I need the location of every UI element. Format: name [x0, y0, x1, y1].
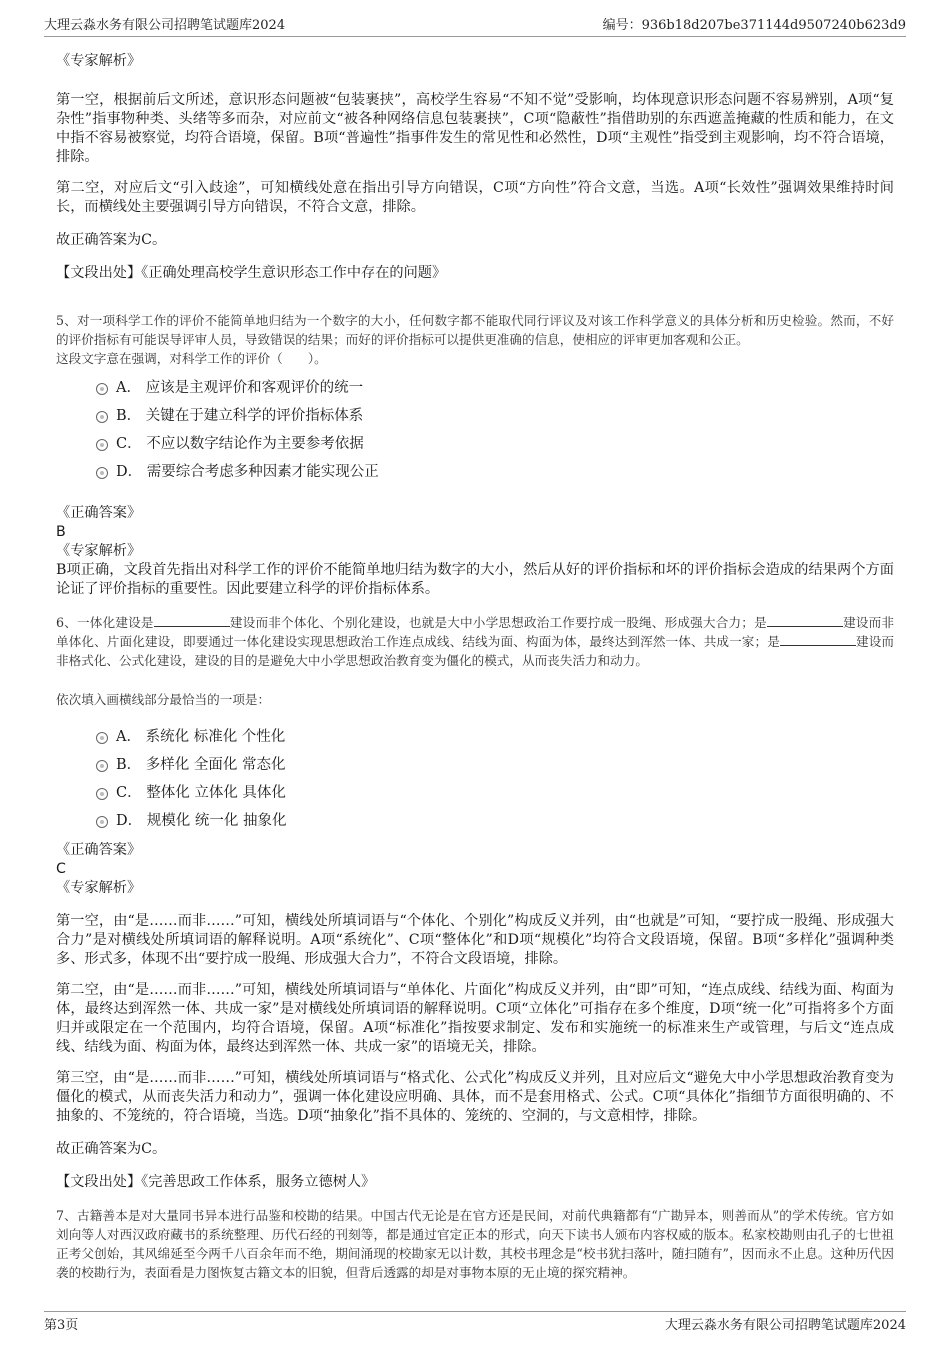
- q6-options: [56, 723, 894, 835]
- q6-option-c[interactable]: C． 整体化 立体化 具体化: [56, 779, 894, 807]
- q5-stem: 5、对一项科学工作的评价不能简单地归结为一个数字的大小，任何数字都不能取代同行评议及对该工作科学意义的具体分析和历史检验。然而，不好的评价指标有可能误导评审人员，导致错误的结果；而好的评价指标可以提供更准确的信息，使相应的评审更加客观和公正。: [56, 313, 894, 347]
- radio-icon[interactable]: [96, 760, 108, 772]
- q4-analysis-para1: 第一空，根据前后文所述，意识形态问题被“包装裹挟”，高校学生容易“不知不觉”受影响，均体现意识形态问题不容易辨别，A项“复杂性”指事物种类、头绪等多而杂，对应前文“被各种网络信息包装裹挟”，C项“隐蔽性”指借助别的东西遮盖掩藏的性质和能力，在文中指不容易被察觉，均符合语境，保留。B项“普遍性”指事件发生的常见性和必然性，D项“主观性”指受到主观影响，均不符合语境，排除。: [56, 92, 894, 165]
- q5-option-c[interactable]: C． 不应以数字结论作为主要参考依据: [56, 430, 894, 458]
- q5-option-b[interactable]: B． 关键在于建立科学的评价指标体系: [56, 402, 894, 430]
- header-doc-title: 大理云淼水务有限公司招聘笔试题库2024: [44, 18, 286, 33]
- radio-icon[interactable]: [96, 439, 108, 451]
- q5-question: 这段文字意在强调，对科学工作的评价（ ）。: [56, 351, 327, 366]
- header-doc-id: 编号：936b18d207be371144d9507240b623d9: [602, 18, 906, 33]
- footer-divider: [44, 1311, 906, 1312]
- radio-icon[interactable]: [96, 788, 108, 800]
- q4-conclusion: 故正确答案为C。: [56, 232, 167, 248]
- q6-source: 【文段出处】《完善思政工作体系，服务立德树人》: [56, 1174, 376, 1190]
- radio-icon[interactable]: [96, 732, 108, 744]
- radio-icon[interactable]: [96, 411, 108, 423]
- footer-page-number: 第3页: [44, 1318, 79, 1333]
- q5-analysis: B项正确，文段首先指出对科学工作的评价不能简单地归结为数字的大小，然后从好的评价指标和坏的评价指标会造成的结果两个方面论证了评价指标的重要性。因此要建立科学的评价指标体系。: [56, 562, 894, 597]
- q6-option-a[interactable]: A． 系统化 标准化 个性化: [56, 723, 894, 751]
- q4-analysis-label: 《专家解析》: [56, 53, 142, 69]
- page-header: [44, 14, 906, 34]
- q5-answer-label: 《正确答案》: [56, 505, 142, 521]
- q4-analysis-para2: 第二空，对应后文“引入歧途”，可知横线处意在指出引导方向错误，C项“方向性”符合文意，当选。A项“长效性”强调效果维持时间长，而横线处主要强调引导方向错误，不符合文意，排除。: [56, 180, 894, 215]
- q6-blank-3: [780, 633, 856, 646]
- q5-option-a[interactable]: A． 应该是主观评价和客观评价的统一: [56, 374, 894, 402]
- q6-option-d[interactable]: D． 规模化 统一化 抽象化: [56, 807, 894, 835]
- q6-answer-label: 《正确答案》: [56, 842, 142, 858]
- q5-options: [56, 374, 894, 486]
- q6-analysis-para2: 第二空，由“是……而非……”可知，横线处所填词语与“单体化、片面化”构成反义并列，由“即”可知，“连点成线、结线为面、构面为体，最终达到浑然一体、共成一家”是对横线处所填词语的解释说明。C项“立体化”可指存在多个维度，D项“统一化”可指将多个方面归并或限定在一个范围内，均符合语境，保留。A项“标准化”指按要求制定、发布和实施统一的标准来生产或管理，与后文“连点成线、结线为面、构面为体，最终达到浑然一体、共成一家”的语境无关，排除。: [56, 982, 894, 1055]
- q6-question: 依次填入画横线部分最恰当的一项是：: [56, 692, 271, 707]
- radio-icon[interactable]: [96, 383, 108, 395]
- q6-analysis-label: 《专家解析》: [56, 880, 142, 896]
- q6-conclusion: 故正确答案为C。: [56, 1141, 167, 1157]
- radio-icon[interactable]: [96, 816, 108, 828]
- q6-stem: 6、一体化建设是 建设而非个体化、个别化建设，也就是大中小学思想政治工作要拧成一股绳、形成强大合力；是 建设而非单体化、片面化建设，即要通过一体化建设实现思想政治工作连点成线、结线为面、构面为体，最终达到浑然一体、共成一家；是 建设而非格式化、公式化建设，建设的目的是避免大中小学思想政治教育变为僵化的模式，从而丧失活力和动力。: [56, 615, 895, 668]
- q5-analysis-label: 《专家解析》: [56, 543, 142, 559]
- page-footer: [44, 1314, 906, 1334]
- q6-option-b[interactable]: B． 多样化 全面化 常态化: [56, 751, 894, 779]
- q4-source: 【文段出处】《正确处理高校学生意识形态工作中存在的问题》: [56, 265, 447, 281]
- header-divider: [44, 36, 906, 37]
- footer-doc-title: 大理云淼水务有限公司招聘笔试题库2024: [664, 1318, 906, 1333]
- q6-analysis-para1: 第一空，由“是……而非……”可知，横线处所填词语与“个体化、个别化”构成反义并列，由“也就是”可知，“要拧成一股绳、形成强大合力”是对横线处所填词语的解释说明。A项“系统化”、C项“整体化”和D项“规模化”均符合文段语境，保留。B项“多样化”强调种类多、形式多，体现不出“要拧成一股绳、形成强大合力”，不符合文段语境，排除。: [56, 913, 894, 967]
- q6-answer: C: [56, 861, 66, 877]
- page-content: [56, 46, 894, 1282]
- q5-option-d[interactable]: D． 需要综合考虑多种因素才能实现公正: [56, 458, 894, 486]
- q5-answer: B: [56, 524, 66, 540]
- q6-analysis-para3: 第三空，由“是……而非……”可知，横线处所填词语与“格式化、公式化”构成反义并列，且对应后文“避免大中小学思想政治教育变为僵化的模式，从而丧失活力和动力”，强调一体化建设应明确、具体，而不是套用格式、公式。C项“具体化”指细节方面很明确的、不抽象的、不笼统的，符合语境，当选。D项“抽象化”指不具体的、笼统的、空洞的，与文意相悖，排除。: [56, 1070, 894, 1124]
- q6-blank-2: [767, 614, 843, 627]
- q7-stem: 7、古籍善本是对大量同书异本进行品鉴和校勘的结果。中国古代无论是在官方还是民间，对前代典籍都有“广勘异本，则善而从”的学术传统。官方如刘向等人对西汉政府藏书的系统整理、历代石经的刊刻等，都是通过官定正本的形式，向天下读书人颁布内容权威的版本。私家校勘则由孔子的七世祖正考父创始，其风绵延至今两千八百余年而不绝，期间涌现的校勘家无以计数，其校书理念是“校书犹扫落叶，随扫随有”，因而永不止息。这种历代因袭的校勘行为，表面看是力图恢复古籍文本的旧貌，但背后透露的却是对事物本原的无止境的探究精神。: [56, 1208, 894, 1280]
- q6-blank-1: [154, 614, 230, 627]
- radio-icon[interactable]: [96, 467, 108, 479]
